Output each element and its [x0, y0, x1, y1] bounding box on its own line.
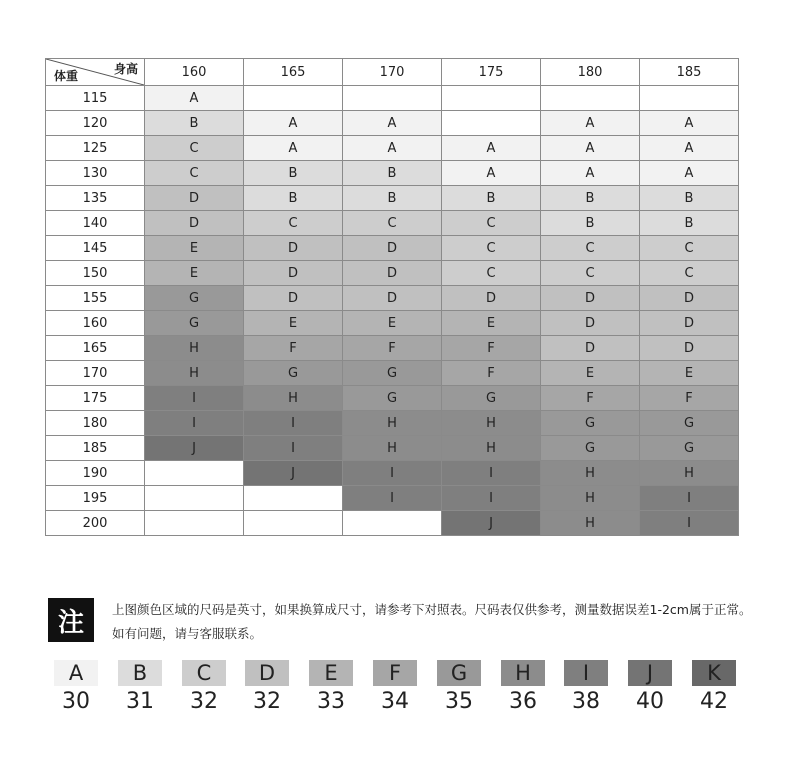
- size-cell: G: [343, 386, 442, 411]
- size-cell: I: [640, 486, 739, 511]
- size-cell: A: [640, 111, 739, 136]
- size-cell: A: [442, 161, 541, 186]
- size-cell: G: [541, 411, 640, 436]
- size-cell: A: [541, 136, 640, 161]
- size-cell: A: [442, 136, 541, 161]
- size-cell: D: [442, 286, 541, 311]
- table-row: [46, 261, 739, 286]
- weight-label-cell: 200: [46, 511, 145, 536]
- legend-size-swatch: B: [118, 660, 162, 686]
- size-cell: F: [541, 386, 640, 411]
- legend-size-swatch: H: [501, 660, 545, 686]
- legend-size-swatch: G: [437, 660, 481, 686]
- weight-label-cell: 165: [46, 336, 145, 361]
- size-cell: A: [640, 136, 739, 161]
- size-cell: J: [442, 511, 541, 536]
- size-cell: G: [541, 436, 640, 461]
- size-cell: D: [640, 286, 739, 311]
- size-cell: I: [343, 486, 442, 511]
- size-cell: A: [343, 111, 442, 136]
- legend-inch-value: 35: [445, 689, 473, 714]
- note-badge: 注: [48, 598, 94, 642]
- table-row: [46, 186, 739, 211]
- weight-label-cell: 115: [46, 86, 145, 111]
- size-cell: H: [145, 361, 244, 386]
- weight-label-cell: 120: [46, 111, 145, 136]
- size-cell: H: [541, 486, 640, 511]
- weight-label-cell: 195: [46, 486, 145, 511]
- size-cell: B: [244, 186, 343, 211]
- legend-size-swatch: A: [54, 660, 98, 686]
- legend-size-swatch: C: [182, 660, 226, 686]
- size-cell: E: [541, 361, 640, 386]
- table-row: [46, 286, 739, 311]
- legend-item: [437, 660, 481, 718]
- size-cell: I: [343, 461, 442, 486]
- weight-label-cell: 125: [46, 136, 145, 161]
- legend-inch-value: 34: [381, 689, 409, 714]
- legend-item: [182, 660, 226, 718]
- size-cell: C: [541, 236, 640, 261]
- size-cell: I: [145, 411, 244, 436]
- height-header-cell: 175: [442, 59, 541, 86]
- size-cell: I: [442, 486, 541, 511]
- size-cell: I: [442, 461, 541, 486]
- height-header-cell: 180: [541, 59, 640, 86]
- size-cell: D: [145, 186, 244, 211]
- height-header-row: [46, 59, 739, 86]
- legend-inch-value: 33: [317, 689, 345, 714]
- legend-inch-value: 30: [62, 689, 90, 714]
- size-cell: H: [343, 411, 442, 436]
- legend-size-swatch: K: [692, 660, 736, 686]
- size-cell: B: [640, 211, 739, 236]
- weight-label-cell: 130: [46, 161, 145, 186]
- height-header-cell: 170: [343, 59, 442, 86]
- table-row: [46, 161, 739, 186]
- size-cell: B: [640, 186, 739, 211]
- size-cell: D: [145, 211, 244, 236]
- size-cell: H: [640, 461, 739, 486]
- size-cell: B: [541, 186, 640, 211]
- legend-size-swatch: E: [309, 660, 353, 686]
- size-cell: I: [244, 411, 343, 436]
- size-cell: G: [343, 361, 442, 386]
- size-cell: [244, 486, 343, 511]
- size-cell: C: [541, 261, 640, 286]
- legend-inch-value: 42: [700, 689, 728, 714]
- size-cell: D: [343, 286, 442, 311]
- height-header-cell: 165: [244, 59, 343, 86]
- size-cell: [244, 511, 343, 536]
- note-text: 上图颜色区域的尺码是英寸，如果换算成尺寸，请参考下对照表。尺码表仅供参考，测量数据误差1-2cm属于正常。如有问题，请与客服联系。: [112, 602, 752, 641]
- legend-inch-value: 32: [253, 689, 281, 714]
- weight-label-cell: 180: [46, 411, 145, 436]
- table-row: [46, 136, 739, 161]
- size-cell: F: [442, 361, 541, 386]
- table-row: [46, 86, 739, 111]
- table-row: [46, 486, 739, 511]
- table-row: [46, 411, 739, 436]
- size-cell: H: [541, 511, 640, 536]
- legend-inch-value: 36: [509, 689, 537, 714]
- size-cell: C: [244, 211, 343, 236]
- size-cell: H: [244, 386, 343, 411]
- weight-label-cell: 185: [46, 436, 145, 461]
- size-cell: J: [145, 436, 244, 461]
- corner-cell: [46, 59, 145, 86]
- legend-inch-value: 40: [636, 689, 664, 714]
- size-cell: F: [442, 336, 541, 361]
- size-cell: G: [640, 436, 739, 461]
- legend-item: [373, 660, 417, 718]
- size-cell: D: [244, 261, 343, 286]
- size-cell: I: [244, 436, 343, 461]
- size-cell: [640, 86, 739, 111]
- table-row: [46, 111, 739, 136]
- size-cell: [145, 486, 244, 511]
- size-cell: D: [640, 336, 739, 361]
- weight-label-cell: 145: [46, 236, 145, 261]
- size-cell: D: [343, 261, 442, 286]
- size-cell: E: [343, 311, 442, 336]
- size-cell: H: [442, 436, 541, 461]
- size-cell: [244, 86, 343, 111]
- size-cell: [145, 511, 244, 536]
- size-cell: C: [640, 236, 739, 261]
- size-cell: [343, 511, 442, 536]
- weight-label-cell: 155: [46, 286, 145, 311]
- corner-weight-label: 体重: [54, 69, 79, 83]
- weight-label-cell: 170: [46, 361, 145, 386]
- table-row: [46, 236, 739, 261]
- size-cell: [541, 86, 640, 111]
- table-row: [46, 461, 739, 486]
- table-row: [46, 311, 739, 336]
- size-cell: B: [343, 161, 442, 186]
- legend-item: [501, 660, 545, 718]
- table-row: [46, 511, 739, 536]
- size-cell: G: [640, 411, 739, 436]
- size-cell: D: [541, 286, 640, 311]
- legend-size-swatch: F: [373, 660, 417, 686]
- size-cell: I: [145, 386, 244, 411]
- legend-inch-value: 38: [572, 689, 600, 714]
- legend-item: [628, 660, 672, 718]
- size-cell: [442, 86, 541, 111]
- size-cell: C: [343, 211, 442, 236]
- size-cell: C: [145, 161, 244, 186]
- size-cell: [442, 111, 541, 136]
- legend-item: [564, 660, 608, 718]
- legend-size-swatch: J: [628, 660, 672, 686]
- table-row: [46, 386, 739, 411]
- weight-label-cell: 140: [46, 211, 145, 236]
- table-row: [46, 336, 739, 361]
- legend-size-swatch: D: [245, 660, 289, 686]
- corner-height-label: 身高: [113, 62, 138, 76]
- size-cell: B: [541, 211, 640, 236]
- size-cell: C: [442, 236, 541, 261]
- table-row: [46, 436, 739, 461]
- legend-inch-value: 32: [190, 689, 218, 714]
- size-cell: E: [145, 236, 244, 261]
- size-cell: C: [145, 136, 244, 161]
- size-cell: G: [442, 386, 541, 411]
- legend-inch-value: 31: [126, 689, 154, 714]
- size-cell: D: [244, 286, 343, 311]
- weight-label-cell: 190: [46, 461, 145, 486]
- height-header-cell: 185: [640, 59, 739, 86]
- weight-label-cell: 175: [46, 386, 145, 411]
- size-cell: D: [244, 236, 343, 261]
- legend-item: [54, 660, 98, 718]
- size-cell: H: [145, 336, 244, 361]
- size-cell: E: [244, 311, 343, 336]
- table-row: [46, 211, 739, 236]
- size-cell: B: [145, 111, 244, 136]
- size-cell: I: [640, 511, 739, 536]
- size-cell: A: [541, 111, 640, 136]
- size-cell: A: [541, 161, 640, 186]
- size-cell: C: [640, 261, 739, 286]
- size-cell: G: [244, 361, 343, 386]
- size-cell: C: [442, 261, 541, 286]
- weight-label-cell: 150: [46, 261, 145, 286]
- size-cell: H: [442, 411, 541, 436]
- size-cell: A: [145, 86, 244, 111]
- size-cell: H: [541, 461, 640, 486]
- legend-item: [309, 660, 353, 718]
- size-cell: H: [343, 436, 442, 461]
- height-header-cell: 160: [145, 59, 244, 86]
- size-cell: G: [145, 311, 244, 336]
- size-cell: B: [244, 161, 343, 186]
- size-chart-table: [45, 58, 739, 536]
- legend-item: [245, 660, 289, 718]
- table-row: [46, 361, 739, 386]
- size-cell: D: [640, 311, 739, 336]
- size-cell: F: [640, 386, 739, 411]
- size-cell: [343, 86, 442, 111]
- size-cell: E: [640, 361, 739, 386]
- weight-label-cell: 160: [46, 311, 145, 336]
- size-cell: A: [640, 161, 739, 186]
- size-cell: C: [442, 211, 541, 236]
- size-cell: [145, 461, 244, 486]
- weight-label-cell: 135: [46, 186, 145, 211]
- size-cell: A: [244, 111, 343, 136]
- size-cell: B: [442, 186, 541, 211]
- size-cell: D: [541, 336, 640, 361]
- size-cell: B: [343, 186, 442, 211]
- size-cell: A: [343, 136, 442, 161]
- size-cell: E: [145, 261, 244, 286]
- legend-item: [692, 660, 736, 718]
- size-cell: F: [244, 336, 343, 361]
- size-cell: D: [541, 311, 640, 336]
- legend-size-swatch: I: [564, 660, 608, 686]
- size-cell: G: [145, 286, 244, 311]
- size-cell: E: [442, 311, 541, 336]
- size-cell: D: [343, 236, 442, 261]
- legend-item: [118, 660, 162, 718]
- size-cell: F: [343, 336, 442, 361]
- size-cell: J: [244, 461, 343, 486]
- size-cell: A: [244, 136, 343, 161]
